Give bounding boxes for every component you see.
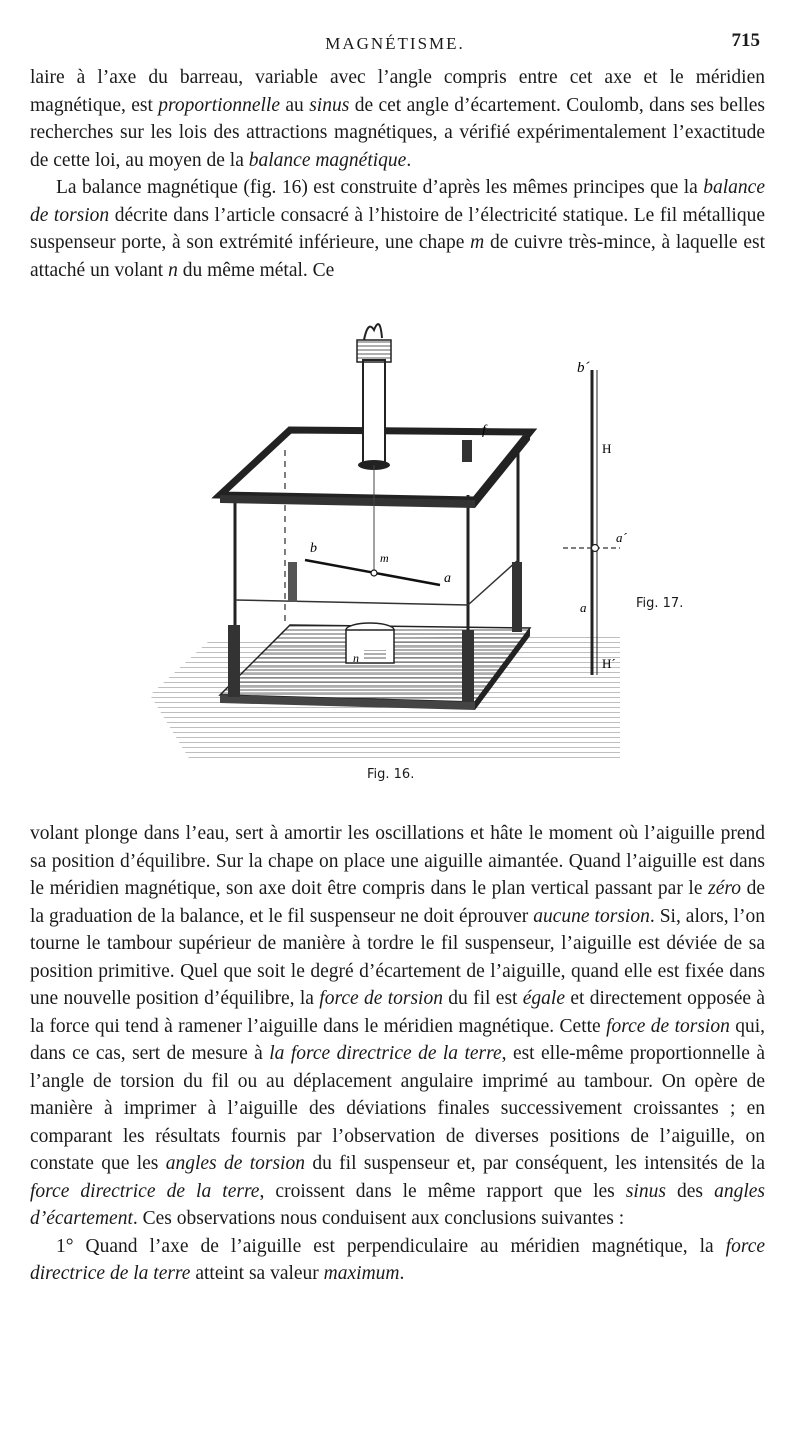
body-text-bottom: [30, 820, 765, 1288]
text-run: du fil suspenseur et, par conséquent, les intensités de la: [304, 1153, 765, 1174]
italic-text: zéro: [708, 878, 741, 899]
fig17-needle-drawing: [563, 360, 628, 675]
text-run: au: [279, 94, 310, 116]
italic-text: force directrice de la terre: [30, 1180, 260, 1202]
fig17-label-a-prime: a´: [616, 530, 627, 545]
fig16-label-n: n: [353, 651, 359, 665]
fig16-label-m: m: [380, 551, 389, 565]
text-run: . Si, alors, l’on tourne le tambour supérieur de manière à tordre le fil suspenseur, l’aiguille est déviée de sa position primitive. Quel que soit le degré d’écartement de l’aiguille, quand elle est fixée dans une nouvelle position d’équilibre, la: [30, 905, 765, 1009]
text-run: de la graduation de la balance, et le fil suspenseur ne doit éprouver: [30, 878, 765, 927]
fig16-label-f: f: [482, 423, 486, 438]
text-run: des: [665, 1180, 715, 1202]
text-run: du fil est: [442, 988, 523, 1009]
text-run: atteint sa valeur: [190, 1263, 324, 1284]
paragraph: [30, 174, 765, 284]
text-run: décrite dans l’article consacré à l’histoire de l’électricité statique. Le fil métallique suspenseur porte, à son extrémité inférieure, une chape: [30, 204, 765, 253]
fig16-label-b: b: [310, 541, 317, 556]
text-run: laire à l’axe du barreau, variable avec l’angle compris entre cet axe et le méridien magnétique, est: [30, 67, 765, 116]
italic-text: balance de torsion: [30, 177, 765, 226]
body-text-top: [30, 64, 765, 284]
text-run: de cet angle d’écartement. Coulomb, dans ses belles recherches sur les lois des attractions magnétiques, a vérifié expérimentalement l’exactitude de cette loi, au moyen de la: [30, 94, 765, 171]
text-run: du même métal. Ce: [177, 259, 335, 281]
italic-text: force de torsion: [606, 1015, 730, 1037]
fig16-label-a: a: [444, 571, 451, 586]
fig17-label-H: H: [602, 441, 612, 456]
italic-text: la force directrice de la terre: [269, 1043, 502, 1064]
italic-text: égale: [522, 988, 566, 1009]
text-run: volant plonge dans l’eau, sert à amortir les oscillations et hâte le moment où l’aiguille prend sa position d’équilibre. Sur la chape on place une aiguille aimantée. Quand l’aiguille est dans le méridien magnétique, son axe doit être compris dans le plan vertical passant par le: [30, 823, 765, 899]
fig17-label-a: a: [580, 600, 587, 615]
text-run: , est elle-même proportionnelle à l’angle de torsion du fil ou au déplacement angulaire imprimé au tambour. On opère de manière à imprimer à l’aiguille des déviations finales successivement croissantes ; en comparant les résultats fournis par l’observation de diverses positions de l’aiguille, on constate que les: [30, 1043, 765, 1174]
text-run: . Ces observations nous conduisent aux conclusions suivantes :: [132, 1208, 625, 1229]
italic-text: angles d’écartement: [30, 1180, 765, 1229]
italic-text: aucune torsion: [533, 905, 650, 927]
running-title: MAGNÉTISME.: [325, 34, 465, 53]
italic-text: m: [470, 232, 485, 253]
paragraph: [30, 820, 765, 1233]
italic-text: sinus: [625, 1180, 666, 1202]
text-run: de cuivre très-mince, à laquelle est attaché un volant: [30, 232, 765, 281]
italic-text: sinus: [309, 94, 350, 116]
text-run: et directement opposée à la force qui tend à ramener l’aiguille dans le méridien magnétique. Cette: [30, 988, 765, 1037]
fig17-label-H-prime: H´: [602, 656, 616, 671]
text-run: qui, dans ce cas, sert de mesure à: [30, 1015, 765, 1064]
fig16-balance-drawing: [150, 324, 620, 760]
page-number: 715: [731, 30, 760, 51]
italic-text: force directrice de la terre: [30, 1235, 765, 1284]
text-run: .: [399, 1263, 405, 1284]
paragraph: [30, 64, 765, 174]
figures-illustration: [150, 300, 750, 800]
fig16-caption: Fig. 16.: [367, 767, 415, 782]
italic-text: proportionnelle: [158, 94, 280, 116]
italic-text: n: [168, 259, 178, 281]
italic-text: maximum: [323, 1263, 400, 1284]
text-run: , croissent dans le même rapport que les: [259, 1180, 626, 1202]
italic-text: force de torsion: [319, 988, 443, 1009]
text-run: 1° Quand l’axe de l’aiguille est perpendiculaire au méridien magnétique, la: [56, 1235, 726, 1257]
italic-text: angles de torsion: [165, 1153, 305, 1174]
paragraph: [30, 1233, 765, 1288]
running-head: [30, 30, 760, 58]
fig17-label-b-prime: b´: [577, 360, 590, 376]
fig17-caption: Fig. 17.: [636, 596, 684, 611]
text-run: .: [406, 149, 412, 171]
italic-text: balance magnétique: [248, 149, 407, 171]
text-run: La balance magnétique (fig. 16) est construite d’après les mêmes principes que la: [56, 177, 704, 198]
